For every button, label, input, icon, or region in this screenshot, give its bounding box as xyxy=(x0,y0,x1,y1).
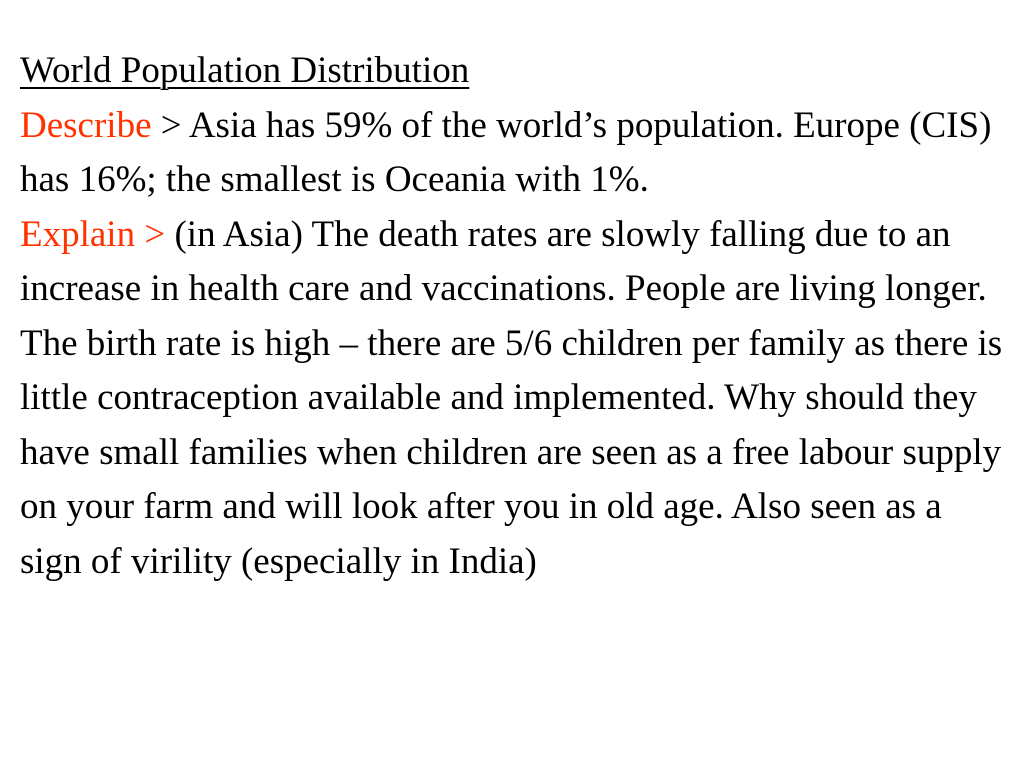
explain-label: Explain xyxy=(20,213,136,255)
describe-text: Asia has 59% of the world’s population. Europe (CIS) has 16%; the smallest is Oceania with 1%. xyxy=(20,104,992,200)
slide-title: World Population Distribution xyxy=(20,50,470,91)
explain-arrow: > xyxy=(135,213,175,255)
describe-paragraph xyxy=(20,99,1010,208)
explain-text: (in Asia) The death rates are slowly falling due to an increase in health care and vaccinations. People are living longer. The birth rate is high – there are 5/6 children per family as there is little contraception available and implemented. Why should they have small families when children are seen as a free labour supply on your farm and will look after you in old age. Also seen as a sign of virility (especially in India) xyxy=(20,213,1003,582)
describe-arrow: > xyxy=(151,104,189,146)
explain-paragraph xyxy=(20,208,1010,590)
slide-content xyxy=(20,44,1010,589)
describe-label: Describe xyxy=(20,104,152,146)
